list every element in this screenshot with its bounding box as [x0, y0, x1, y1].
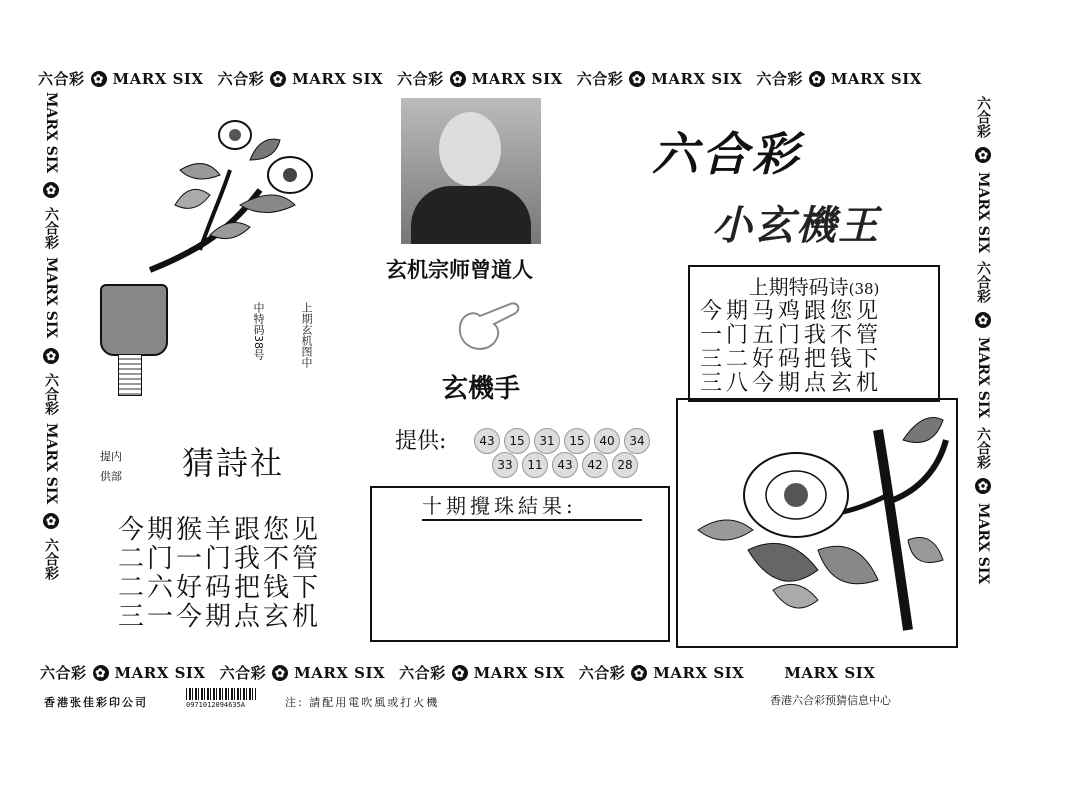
- border-brand-en: MARX SIX: [975, 502, 991, 584]
- last-poem-box: [688, 265, 940, 402]
- provide-label: 提供:: [395, 429, 447, 454]
- flower-icon: ✿: [270, 71, 286, 87]
- last-poem-header: 上期特码诗: [748, 275, 849, 299]
- portrait-photo: [401, 98, 541, 244]
- border-brand-cn: 六合彩: [576, 70, 624, 88]
- number-ball: 28: [612, 452, 638, 478]
- flower-icon: ✿: [629, 71, 645, 87]
- right-border: [972, 92, 994, 588]
- border-brand-cn: 六合彩: [43, 372, 59, 415]
- number-ball: 31: [534, 428, 560, 454]
- pointing-hand-icon: [450, 296, 530, 358]
- numbers-row-1: [472, 428, 652, 454]
- border-brand-en: MARX SIX: [112, 69, 204, 88]
- barcode: [186, 688, 256, 700]
- number-ball: 43: [552, 452, 578, 478]
- border-brand-cn: 六合彩: [43, 207, 59, 250]
- number-ball: 33: [492, 452, 518, 478]
- border-brand-cn: 六合彩: [975, 96, 991, 138]
- border-brand-en: MARX SIX: [975, 172, 991, 254]
- footer-note: 注: 請配用電吹風或打火機: [285, 696, 440, 709]
- flower-icon: ✿: [631, 665, 647, 681]
- number-ball: 15: [504, 428, 530, 454]
- poem-line: 二门一门我不管: [118, 544, 322, 574]
- hit-note: 中特码38号: [252, 302, 265, 360]
- border-brand-cn: 六合彩: [219, 664, 267, 682]
- border-brand-cn: 六合彩: [756, 70, 803, 88]
- provider-small-1: 提内: [100, 450, 122, 463]
- border-brand-cn: 六合彩: [397, 70, 444, 88]
- left-border: [40, 88, 62, 584]
- border-brand-en: MARX SIX: [473, 663, 565, 682]
- border-brand-en: MARX SIX: [43, 257, 59, 339]
- flower-icon: ✿: [975, 312, 991, 328]
- bottom-border: [40, 662, 875, 683]
- poem-line: 三一今期点玄机: [118, 602, 322, 632]
- poem-line: 今期猴羊跟您见: [118, 515, 322, 545]
- border-brand-en: MARX SIX: [830, 69, 922, 88]
- border-brand-cn: 六合彩: [578, 664, 626, 682]
- border-brand-cn: 六合彩: [40, 664, 87, 682]
- number-ball: 11: [522, 452, 548, 478]
- border-brand-cn: 六合彩: [217, 70, 265, 88]
- number-ball: 15: [564, 428, 590, 454]
- flower-icon: ✿: [91, 71, 107, 87]
- number-ball: 40: [594, 428, 620, 454]
- number-ball: 43: [474, 428, 500, 454]
- camellia-flower-illustration: [678, 400, 956, 646]
- flower-panel: [676, 398, 958, 648]
- poem-line: 三八今期点玄机: [700, 371, 883, 396]
- flower-icon: ✿: [975, 147, 991, 163]
- last-poem-number: (38): [848, 280, 880, 298]
- last-chart-note: 上期玄机图中: [300, 302, 313, 368]
- border-brand-en: MARX SIX: [43, 422, 59, 504]
- border-brand-en: MARX SIX: [292, 69, 384, 88]
- flower-icon: ✿: [452, 665, 468, 681]
- flower-icon: ✿: [450, 71, 466, 87]
- border-brand-cn: 六合彩: [38, 70, 85, 88]
- portrait-caption: 玄机宗师曾道人: [386, 257, 533, 282]
- border-brand-en: MARX SIX: [651, 69, 743, 88]
- hand-label: 玄機手: [442, 374, 521, 404]
- lantern-icon: [100, 284, 168, 356]
- sub-title: 小玄機王: [712, 203, 880, 249]
- flower-icon: ✿: [43, 513, 59, 529]
- border-brand-cn: 六合彩: [399, 664, 446, 682]
- current-poem: [118, 516, 321, 632]
- flower-icon: ✿: [272, 665, 288, 681]
- border-brand-en: MARX SIX: [471, 69, 563, 88]
- main-title: 六合彩: [652, 127, 802, 181]
- flower-icon: ✿: [43, 182, 59, 198]
- number-ball: 42: [582, 452, 608, 478]
- border-brand-en: MARX SIX: [43, 92, 59, 174]
- poem-line: 一门五门我不管: [700, 323, 883, 348]
- flower-icon: ✿: [975, 478, 991, 494]
- lantern-handle-icon: [118, 354, 142, 396]
- club-name: 猜詩社: [182, 444, 285, 482]
- border-brand-en: MARX SIX: [114, 663, 206, 682]
- poem-line: 三二好码把钱下: [700, 347, 883, 372]
- barcode-number: 0971012094635A: [186, 701, 246, 709]
- poem-line: 二六好码把钱下: [118, 573, 322, 603]
- border-brand-en: MARX SIX: [784, 663, 876, 682]
- footer-center: 香港六合彩预猜信息中心: [770, 694, 891, 707]
- footer-company: 香港张佳彩印公司: [44, 696, 148, 709]
- camellia-branch-illustration: [140, 110, 330, 280]
- flower-icon: ✿: [43, 348, 59, 364]
- number-ball: 34: [624, 428, 650, 454]
- border-brand-en: MARX SIX: [975, 337, 991, 419]
- poem-line: 今期马鸡跟您见: [700, 299, 883, 324]
- border-brand-en: MARX SIX: [294, 663, 386, 682]
- border-brand-en: MARX SIX: [653, 663, 745, 682]
- border-brand-cn: 六合彩: [43, 537, 59, 580]
- draw-results-box: [370, 486, 670, 642]
- flower-icon: ✿: [809, 71, 825, 87]
- provider-small-2: 供部: [100, 470, 122, 483]
- draw-results-title: 十期攪珠結果:: [422, 490, 642, 521]
- border-brand-cn: 六合彩: [975, 426, 991, 469]
- border-brand-cn: 六合彩: [975, 261, 991, 304]
- top-border: [38, 68, 922, 89]
- numbers-row-2: [490, 452, 640, 478]
- flower-icon: ✿: [93, 665, 109, 681]
